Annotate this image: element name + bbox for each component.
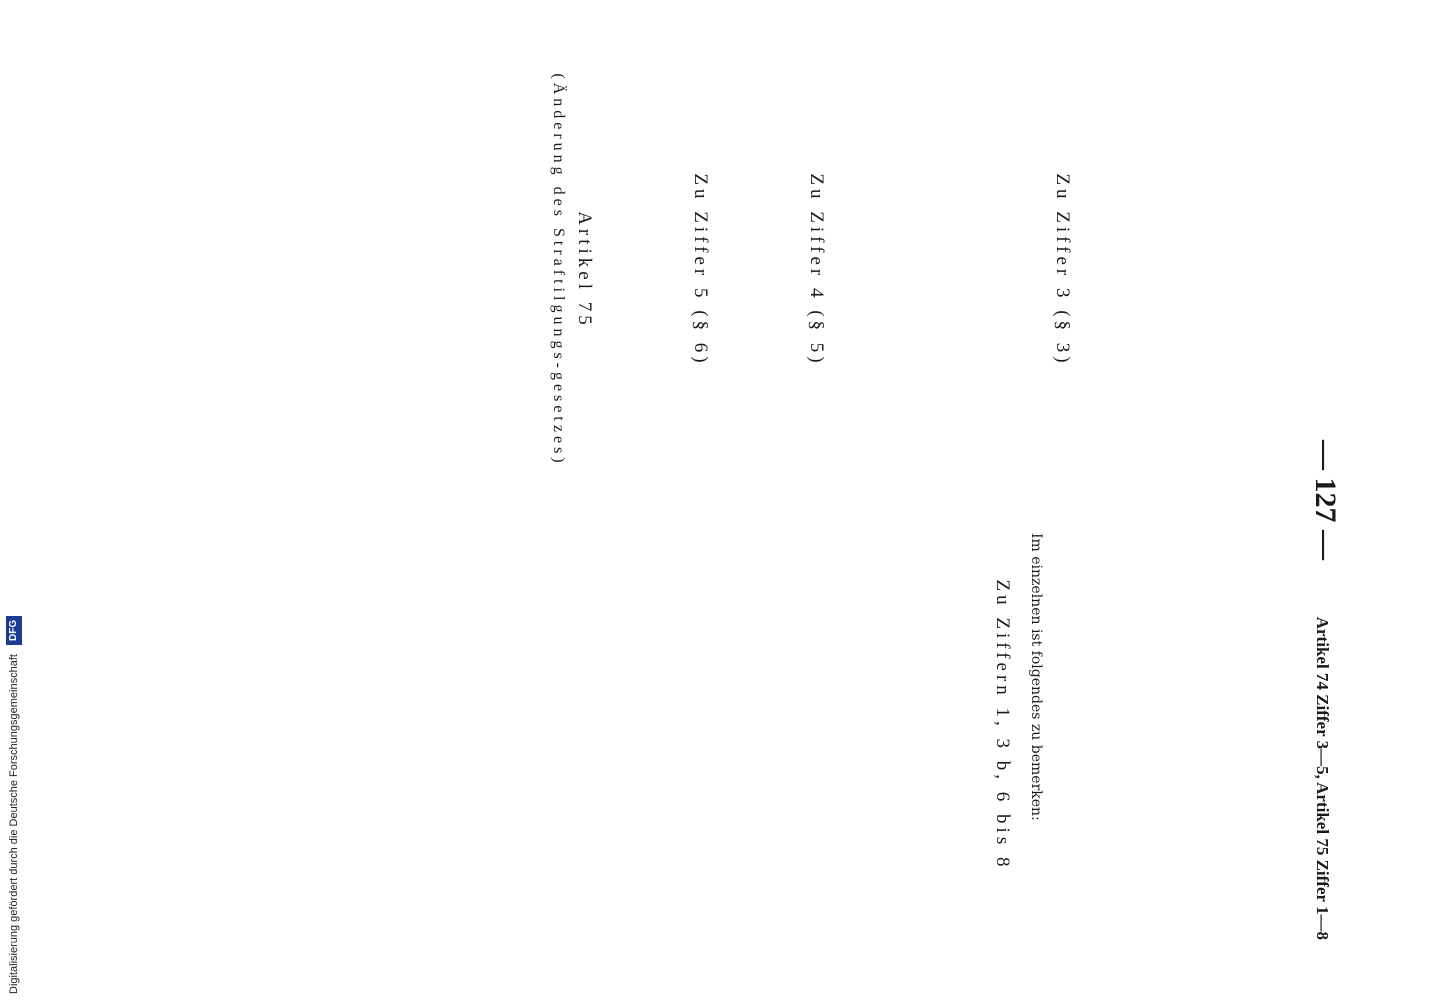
body-text-block xyxy=(608,60,678,480)
body-text-block xyxy=(1086,60,1286,480)
footer-text: Digitalisierung gefördert durch die Deutsche Forschungsgemeinschaft xyxy=(7,654,20,994)
footer-line xyxy=(6,616,22,994)
running-title: Artikel 74 Ziffer 3—5, Artikel 75 Ziffer 1—8 xyxy=(1313,616,1332,940)
section-heading: Zu Ziffer 4 (§ 5) xyxy=(806,173,827,367)
section-heading: Zu Ziffer 3 (§ 3) xyxy=(1052,173,1073,367)
digitization-footer xyxy=(0,0,34,1000)
body-text-block xyxy=(840,60,1040,480)
section-heading: Zu Ziffer 5 (§ 6) xyxy=(690,173,711,367)
section-heading: Zu Ziffern 1, 3 b, 6 bis 8 xyxy=(992,579,1013,871)
lead-in-text: Im einzelnen ist folgendes zu bemerken: xyxy=(1028,533,1044,821)
running-header xyxy=(1296,60,1342,940)
dfg-logo: DFG xyxy=(6,616,22,645)
article-subheading: (Änderung des Straftilgungs-gesetzes) xyxy=(550,73,567,467)
page-number: — 127 — xyxy=(1309,440,1342,560)
printed-page xyxy=(112,60,1342,940)
left-column xyxy=(116,60,1286,480)
body-text-block xyxy=(420,515,980,935)
body-text-block xyxy=(1046,515,1286,935)
article-heading: Artikel 75 xyxy=(574,211,595,329)
right-column xyxy=(116,515,1286,935)
body-text-block xyxy=(724,60,794,480)
